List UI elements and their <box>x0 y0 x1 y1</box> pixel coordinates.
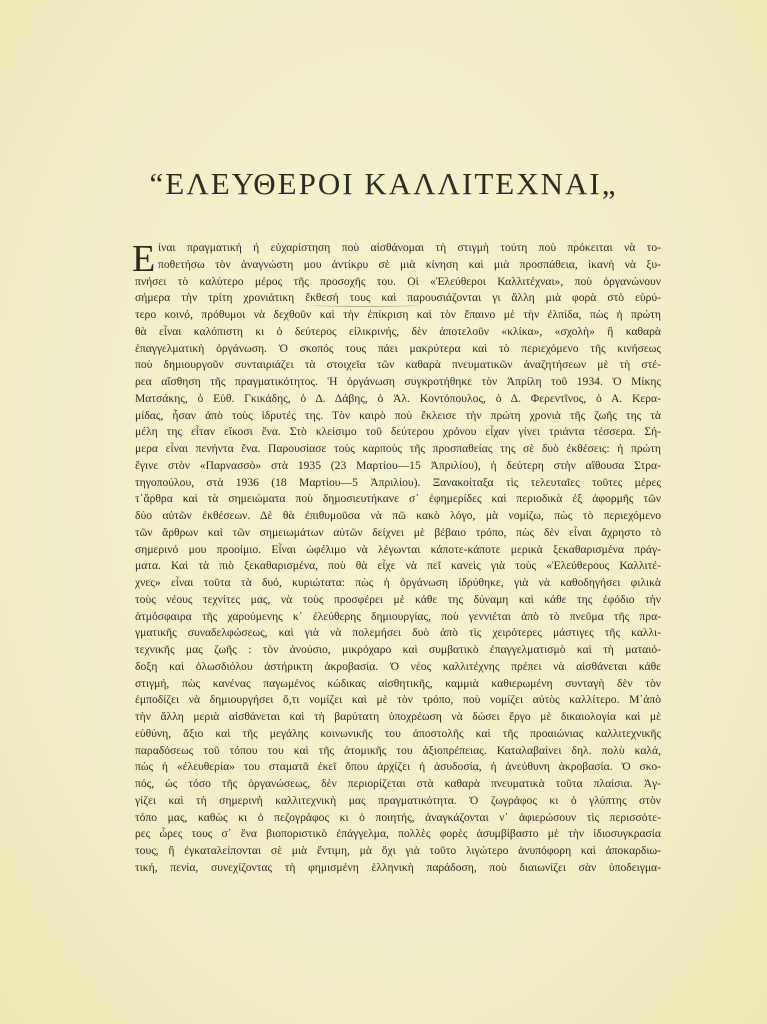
text-line: σήμερα τὴν τρίτη χρονιάτικη ἔκθεσή τους καὶ παρουσιάζονται γι ἄλλη μιὰ φορὰ στὸ εὐρύ- <box>135 291 661 305</box>
text-line: εὐθύνη, ἄξιο καὶ τῆς μεγάλης κοινωνικῆς του ἀποστολῆς καὶ τῆς προαιώνιας καλλιτεχνικῆς <box>135 726 661 740</box>
text-line: ἐπαγγελματικὴ ὀργάνωση. Ὁ σκοπός τους πάει μακρύτερα καὶ τὸ περιεχόμενο τῆς κινήσεως <box>135 341 661 355</box>
text-line: χνες» εἶναι τοῦτα τὰ δυό, κυριώτατα: πὼς ἡ ὀργάνωση ἱδρύθηκε, γιὰ νὰ καθοδηγήσει φιλικὰ <box>135 576 661 589</box>
text-line: ίναι πραγματική ή εὐχαρίστηση ποὺ αἰσθάνομαι τὴ στιγμὴ τούτη ποὺ πρόκειται νὰ το- <box>158 241 661 254</box>
text-line: τόπο μας, καθὼς κι ὁ πεζογράφος κι ὁ ποιητής, ἀναγκάζονται ν᾽ ἀφιερώσουν τὶς περισσότε- <box>135 810 661 824</box>
text-line: ἐμποδίζει νὰ δημιουργήσει ὅ,τι νομίζει καὶ μὲ τὸν τρόπο, ποὺ νομίζει αὐτὸς καλλίτερο. Μ᾽ἀπὸ <box>135 693 661 707</box>
text-line: ρεα αἴσθηση τῆς πραγματικότητος. Ἡ ὀργάνωση συγκροτήθηκε τὸν Ἀπρίλη τοῦ 1934. Ὁ Μίκης <box>135 375 661 388</box>
text-line: μίδας, ἦσαν ἀπὸ τοὺς ἱδρυτές της. Τὸν καιρὸ ποὺ ἔκλεισε τὴν πρώτη χρονιὰ τῆς ζωῆς της τὰ <box>135 408 661 422</box>
text-line: τερο κοινό, πρόθυμοι νὰ δεχθοῦν καὶ τὴν ἐπίκριση καὶ τὸν ἔπαινο μὲ τὴν ἐλπίδα, πὼς ἡ πρώτη <box>135 308 661 321</box>
text-line: τεχνικῆς μας ζωῆς : τὸν ἀνούσιο, μικρόχαρο καὶ συμβατικὸ ἐπαγγελματισμὸ καὶ τὴ ματαιό- <box>135 643 661 656</box>
text-line: γματικῆς συναδελφώσεως, καὶ γιὰ νὰ πολεμήσει δυὸ ἀπὸ τὶς χειρότερες μάστιγες τῆς καλλι- <box>135 626 661 640</box>
text-line: ρες ὧρες τους σ᾽ ἕνα βιοποριστικὸ ἐπάγγελμα, πολλὲς φορὲς ἀσυμβίβαστο μὲ τὴν ἰδιοσυγκρασία <box>135 827 661 841</box>
text-line: τὴν ἄλλη μεριὰ αἰσθάνεται καὶ τὴ βαρύτατη ὑποχρέωση νὰ δώσει ἔργο μὲ δικαιολογία καὶ μὲ <box>135 710 661 723</box>
text-line: τους, ἢ ἐγκαταλείπονται σὲ μιὰ ἔντιμη, μὰ ὄχι γιὰ τοῦτο λιγώτερο ἀνυπόφορη καὶ ἀποκαρδιω- <box>135 844 661 857</box>
article-body <box>132 238 661 877</box>
text-line: ποὺ δημιουργοῦν συνταιριάζει τὰ στοιχεῖα τῶν καθαρὰ πνευματικῶν ἀναζητήσεων μὲ τὴ στέ- <box>135 358 661 372</box>
text-line: ποθετήσω τὸν ἀναγνώστη μου ἀντίκρυ σὲ μιὰ κίνηση καὶ μιὰ προσπάθεια, ἱκανὴ νὰ ξυ- <box>158 257 661 271</box>
text-line: δύο αὐτῶν ἐκθέσεων. Δὲ θὰ ἐπιθυμοῦσα νὰ πῶ κακὸ λόγο, μὰ νομίζω, πὼς τὸ περιεχόμενο <box>135 509 661 522</box>
text-line: πός, ὡς τόσο τῆς ὀργανώσεως, δὲν περιορίζεται στὰ καθαρὰ πνευματικὰ τοῦτα πλαίσια. Ἀγ- <box>135 777 661 790</box>
text-line: Ματσάκης, ὁ Εὐθ. Γκικάδης, ὁ Δ. Δάβης, ὁ Ἀλ. Κοντόπουλος, ὁ Δ. Φερεντῖνος, ὁ Α. Κερα- <box>135 391 661 405</box>
text-line: στιγμή, πὼς κανένας παγωμένος κώδικας αἰσθητικῆς, καμμιὰ καθιερωμένη συνταγὴ δὲν τὸν <box>135 676 661 690</box>
text-line: τική, πενία, συνεχίζοντας τὴ φημισμένη ἑλληνικὴ παράδοση, ποὺ διαιωνίζει σὰν ὑποδειγμα- <box>135 860 661 874</box>
text-line: δοξη καὶ ὁλωσδιόλου ἀστήρικτη ἀκροβασία. Ὁ νέος καλλιτέχνης πρέπει νὰ αἰσθάνεται κάθε <box>135 659 661 673</box>
text-line: ἀτμόσφαιρα τῆς χαρούμενης κ᾽ ἐλεύθερης δημιουργίας, ποὺ γεννιέται ἀπὸ τὸ πνεῦμα τῆς πρα- <box>135 609 661 623</box>
text-line: τοὺς νέους τεχνίτες μας, νὰ τοὺς προσφέρει μὲ κάθε της δύναμη καὶ κάθε της ἐφόδιο τὴν <box>135 592 661 606</box>
text-line: παραδόσεως τοῦ τόπου του καὶ τῆς ἀτομικῆς του ἀξιοπρέπειας. Καταλαβαίνει δηλ. πολὺ καλά, <box>135 743 661 757</box>
text-line: τῶν ἄρθρων καὶ τῶν σημειωμάτων αὐτῶν δείχνει μὲ βέβαιο τρόπο, πὼς δὲν εἶναι ἄχρηστο τὸ <box>135 525 661 539</box>
drop-cap: Ε <box>132 238 156 280</box>
text-line: μερα εἶναι πενήντα ἕνα. Παρουσίασε τοὺς καρποὺς τῆς προσπαθείας της σὲ δυὸ ἐκθέσεις: ἡ πρώτη <box>135 442 661 455</box>
page-title: “ΕΛΕΥΘΕΡΟΙ ΚΑΛΛΙΤΕΧΝΑΙ„ <box>149 166 618 201</box>
text-line: γίζει καὶ τὴ σημερινὴ καλλιτεχνικὴ μας πραγματικότητα. Ὁ ζωγράφος κι ὁ γλύπτης στὸν <box>135 793 661 807</box>
text-line: τηγοπούλου, στὰ 1936 (18 Μαρτίου—5 Ἀπριλίου). Ξανακοίταξα τὶς τελευταῖες τοῦτες μέρες <box>135 475 661 489</box>
text-line: ματα. Καὶ τὰ πιὸ ξεκαθαρισμένα, ποὺ θὰ εἶχε νὰ πεῖ κανεὶς γιὰ τοὺς «Ἐλεύθερους Καλλιτέ- <box>135 559 661 573</box>
pencil-underline-mark <box>310 303 420 307</box>
text-line: ἔγινε στὸν «Παρνασσὸ» στὰ 1935 (23 Μαρτίου—15 Ἀπριλίου), ἡ δεύτερη στὴν αἴθουσα Στρα- <box>135 458 661 472</box>
text-line: πνήσει τὸ καλύτερο μέρος τῆς προσοχῆς του. Οἱ «Ἐλεύθεροι Καλλιτέχναι», ποὺ ὀργανώνουν <box>135 274 661 288</box>
text-line: πὼς ἡ «ἐλευθερία» του σταματᾶ ἐκεῖ ὅπου ἀρχίζει ἡ ἀσυδοσία, ἡ ἀνεύθυνη ἀκροβασία. Ὁ σκο- <box>135 760 661 774</box>
text-line: σημερινό μου προοίμιο. Εἶναι ὠφέλιμο νὰ λέγωνται κάποτε-κάποτε μερικὰ ξεκαθαρισμένα πράγ- <box>135 542 661 556</box>
text-line: θὰ εἶναι καλόπιστη κι ὁ δεύτερος εἰλικρινής, δὲν ἀποτελοῦν «κλίκα», «σχολὴ» ἢ καθαρὰ <box>135 324 661 338</box>
text-line: μέλη της εἶταν εἴκοσι ἕνα. Στὸ κλείσιμο τοῦ δεύτερου χρόνου εἶχαν γίνει τριάντα τέσσερα. Σή- <box>135 425 661 439</box>
text-line: τ᾽ἄρθρα καὶ τὰ σημειώματα ποὺ δημοσιευτήκανε σ᾽ ἐφημερίδες καὶ περιοδικὰ ἐξ ἀφορμῆς τῶν <box>135 492 661 506</box>
